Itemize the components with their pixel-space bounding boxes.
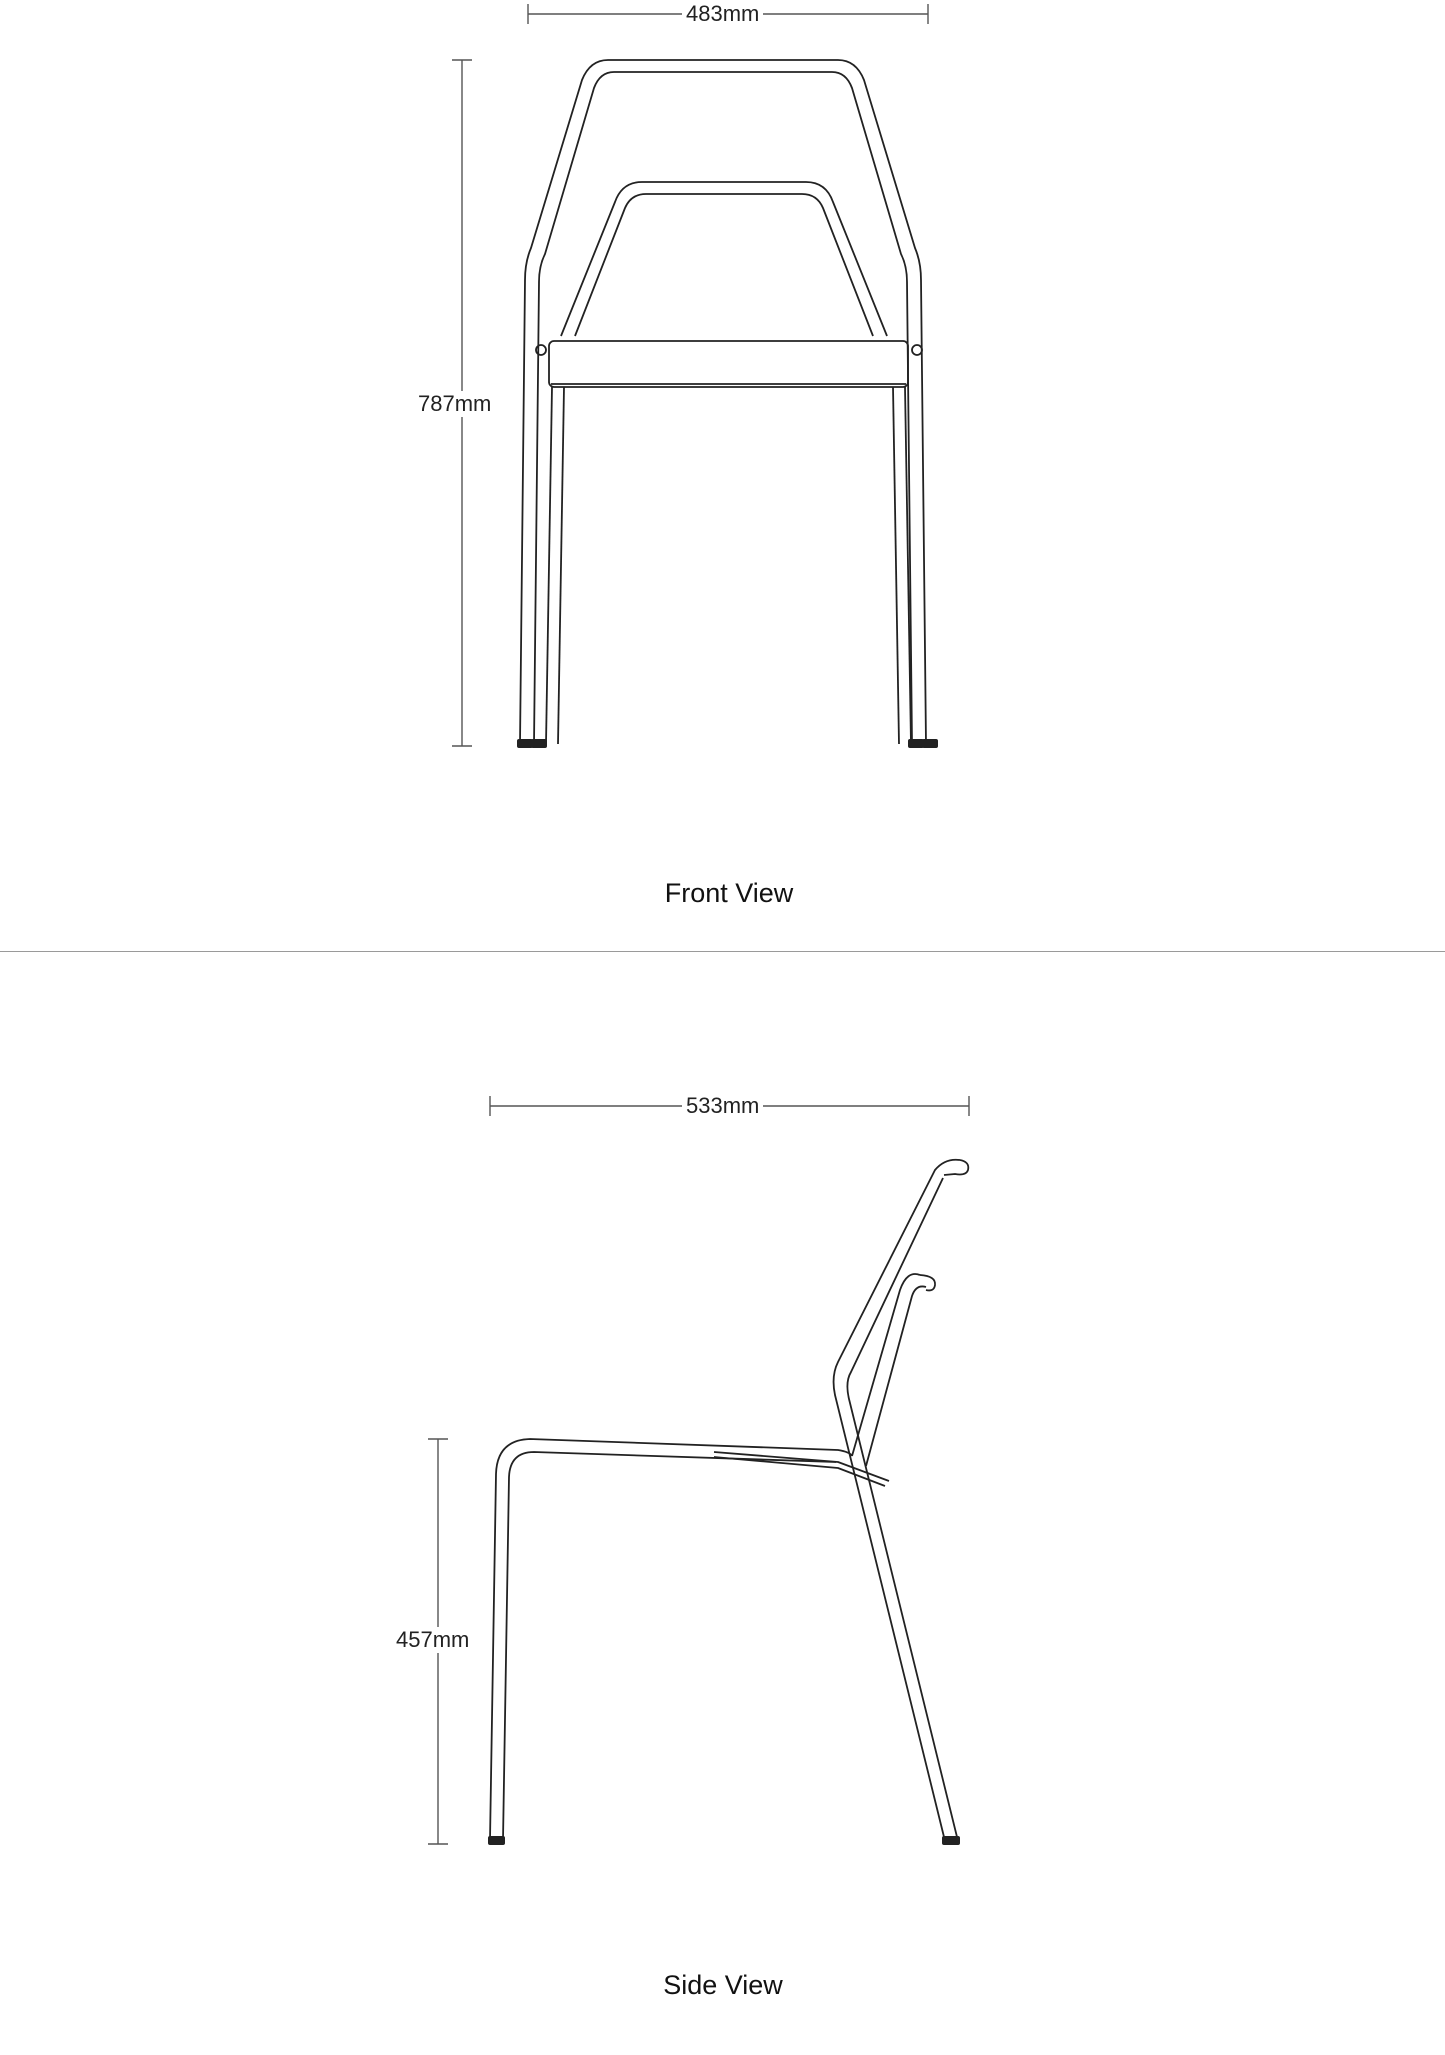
front-view-drawing xyxy=(452,4,938,748)
side-feet xyxy=(488,1836,960,1845)
front-chair-frame xyxy=(520,60,926,744)
side-view-drawing xyxy=(428,1096,969,1845)
side-seat-height-label: 457mm xyxy=(392,1627,473,1653)
front-feet xyxy=(517,739,938,748)
side-view-title: Side View xyxy=(663,1970,783,2000)
front-view-title: Front View xyxy=(664,878,794,908)
side-depth-label: 533mm xyxy=(682,1093,763,1119)
front-width-label: 483mm xyxy=(682,1,763,27)
section-divider xyxy=(0,951,1445,952)
front-height-label: 787mm xyxy=(414,391,495,417)
side-chair-frame xyxy=(490,1160,968,1841)
